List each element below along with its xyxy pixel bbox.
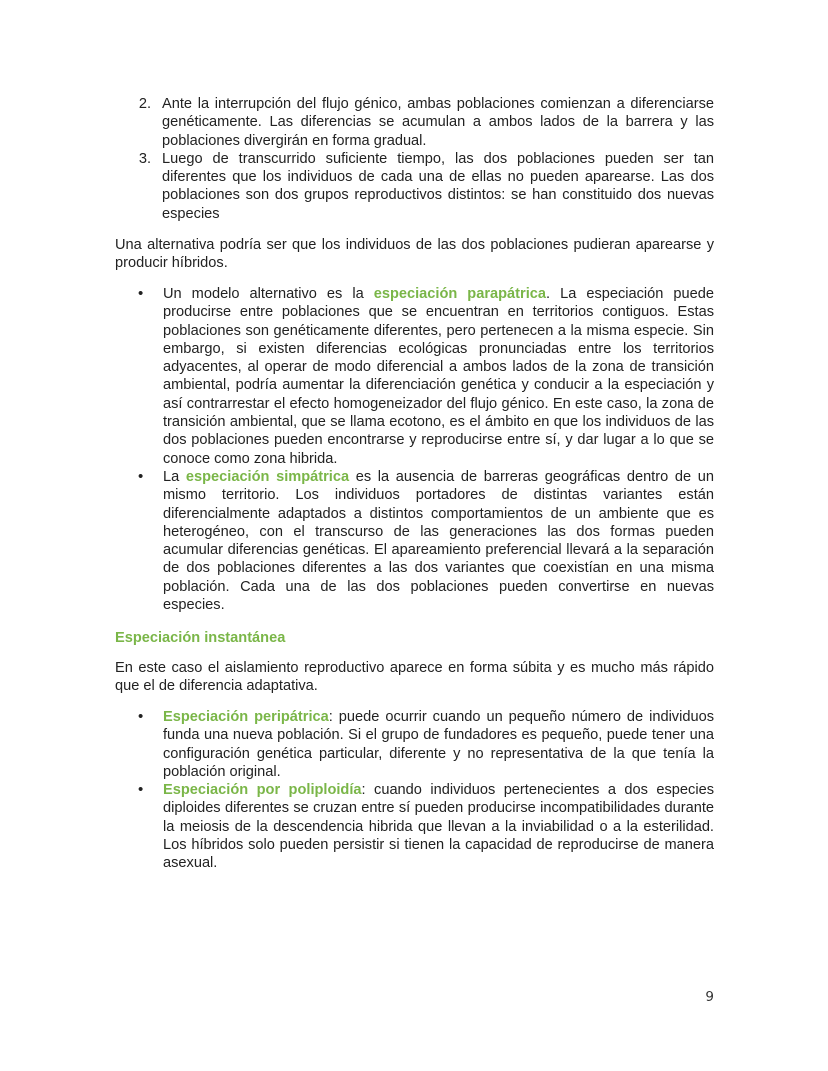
term-parapatric: especiación parapátrica bbox=[373, 286, 546, 302]
bullet-icon: • bbox=[138, 467, 144, 485]
bullet-icon: • bbox=[138, 285, 144, 302]
bullet-list-instant bbox=[115, 708, 714, 873]
list-item-peripatric bbox=[115, 708, 714, 781]
list-item-text: Luego de transcurrido suficiente tiempo, las dos poblaciones pueden ser tan diferentes que los individuos de cada una de ellas no pueden aparearse. Las dos poblaciones son dos grupos reproductivos distintos: se han constituido dos nuevas especies bbox=[162, 150, 714, 222]
list-item-parapatric bbox=[115, 285, 714, 468]
bullet-icon: • bbox=[138, 708, 144, 725]
numbered-list bbox=[115, 95, 714, 223]
list-marker: 3. bbox=[138, 150, 151, 167]
paragraph-alternative: Una alternativa podría ser que los individuos de las dos poblaciones pudieran aparearse y producir híbridos. bbox=[115, 237, 714, 272]
list-item-text-after: es la ausencia de barreras geográficas dentro de un mismo territorio. Los individuos portadores de distintas variantes están diferencialmente adaptados a distintos comportamientos de un ambiente que es heterogéneo, con el transcurso de las generaciones las dos formas pueden acumular diferencias genéticas. El apareamiento preferencial llevará a la separación de dos poblaciones diferentes a las dos variantes que coexistían en una misma población. Cada una de las dos poblaciones pueden convertirse en nuevas especies. bbox=[163, 468, 714, 614]
section-heading-instant: Especiación instantánea bbox=[115, 630, 286, 646]
list-item-text-after: . La especiación puede producirse entre poblaciones que se encuentran en territorios contiguos. Estas poblaciones son genéticamente diferentes, pero pertenecen a la misma especie. Sin embargo, si existen diferencias ecológicas pronunciadas entre los territorios adyacentes, al operar de modo diferencial a ambos lados de la zona de transición ambiental, podría aumentar la diferenciación genética y conducir a la especiación y así contrarrestar el efecto homogeneizador del flujo génico. En este caso, la zona de transición ambiental, que se llama ecotono, es el ámbito en que los individuos de las dos poblaciones pueden encontrarse y reproducirse entre sí, y dar lugar a lo que se conoce como zona hibrida. bbox=[163, 286, 715, 467]
list-item-text-before: La bbox=[163, 468, 186, 485]
list-item-text-before: Un modelo alternativo es la bbox=[163, 286, 374, 302]
list-marker: 2. bbox=[138, 96, 151, 112]
bullet-list-speciation bbox=[115, 285, 714, 614]
list-item-text: Ante la interrupción del flujo génico, ambas poblaciones comienzan a diferenciarse genéticamente. Las diferencias se acumulan a ambos lados de la barrera y las poblaciones divergirán en forma gradual. bbox=[162, 96, 714, 149]
list-item bbox=[115, 95, 714, 150]
list-item-polyploidy bbox=[115, 781, 714, 872]
term-sympatric: especiación simpátrica bbox=[185, 468, 350, 485]
term-polyploidy: Especiación por poliploidía bbox=[163, 782, 362, 799]
list-item bbox=[115, 150, 714, 223]
page-number: 9 bbox=[705, 989, 714, 1005]
term-peripatric: Especiación peripátrica bbox=[163, 709, 329, 725]
list-item-sympatric bbox=[115, 468, 714, 614]
paragraph-instant: En este caso el aislamiento reproductivo aparece en forma súbita y es mucho más rápido que el de diferencia adaptativa. bbox=[115, 660, 714, 695]
list-item-text-after: : puede ocurrir cuando un pequeño número de individuos funda una nueva población. Si el grupo de fundadores es pequeño, puede tener una configuración genética particular, diferente y no representativa de la que tenía la población original. bbox=[163, 709, 714, 780]
list-item-text-after: : cuando individuos pertenecientes a dos especies diploides diferentes se cruzan entre sí pueden producirse incompatibilidades durante la meiosis de la descendencia hibrida que llevan a la inviabilidad o a la esterilidad. Los híbridos solo pueden persistir si tienen la capacidad de reproducirse de manera asexual. bbox=[163, 782, 714, 872]
bullet-icon: • bbox=[138, 781, 144, 799]
